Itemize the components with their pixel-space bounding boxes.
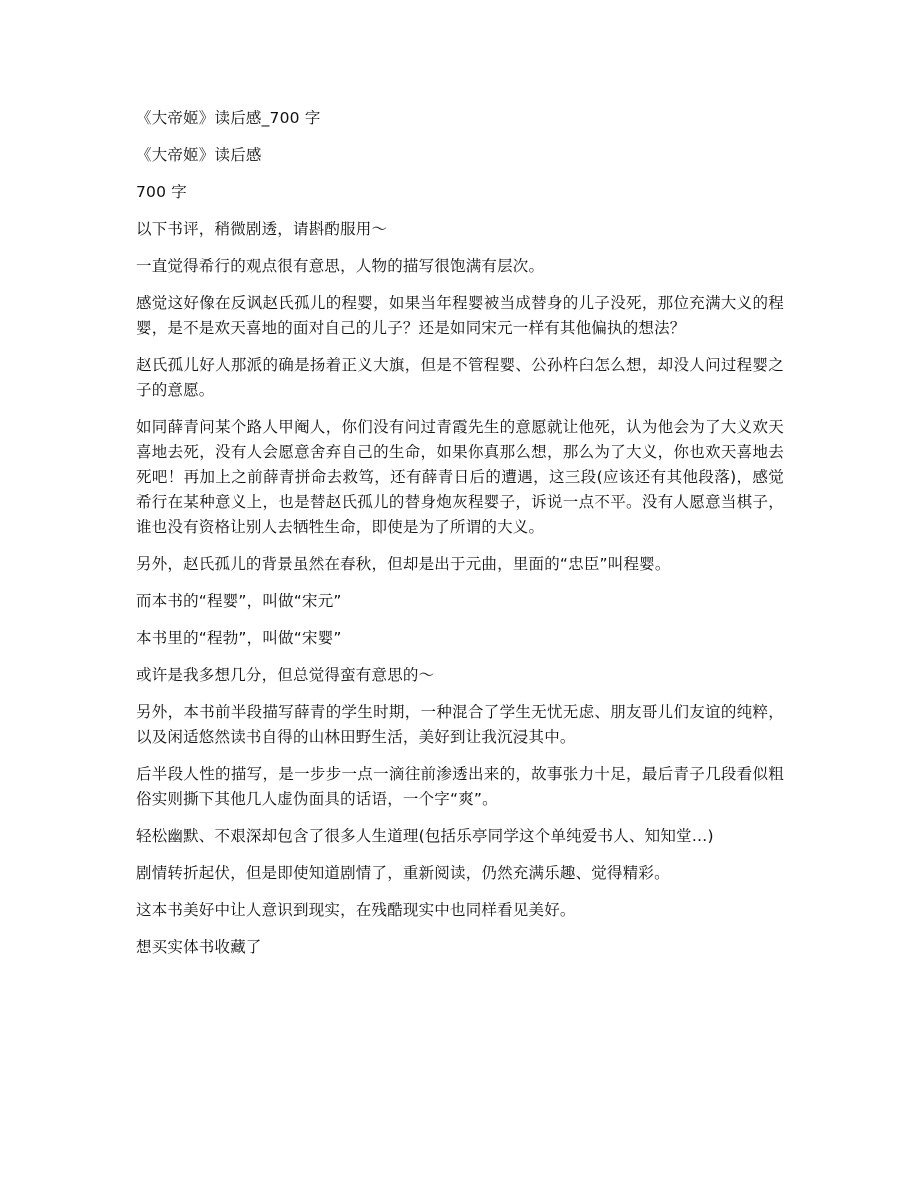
paragraph-righteous-faction: 赵氏孤儿好人那派的确是扬着正义大旗，但是不管程婴、公孙杵臼怎么想，却没人问过程婴之子的意愿。 xyxy=(136,356,784,399)
paragraph-plot: 剧情转折起伏，但是即使知道剧情了，重新阅读，仍然充满乐趣、觉得精彩。 xyxy=(136,864,670,882)
paragraph-author-view: 一直觉得希行的观点很有意思，人物的描写很饱满有层次。 xyxy=(136,257,545,275)
paragraph-beauty: 这本书美好中让人意识到现实，在残酷现实中也同样看见美好。 xyxy=(136,901,576,919)
document-title: 《大帝姬》读后感_700 字 xyxy=(136,109,321,127)
paragraph-humor: 轻松幽默、不艰深却包含了很多人生道理(包括乐亭同学这个单纯爱书人、知知堂…) xyxy=(136,827,714,845)
document-page xyxy=(136,106,784,972)
paragraph-satire: 感觉这好像在反讽赵氏孤儿的程婴，如果当年程婴被当成替身的儿子没死，那位充满大义的程婴，是不是欢天喜地的面对自己的儿子？还是如同宋元一样有其他偏执的想法？ xyxy=(136,294,784,337)
paragraph-chengbo-name: 本书里的“程勃”，叫做“宋婴” xyxy=(136,629,342,647)
paragraph-second-half: 后半段人性的描写，是一步步一点一滴往前渗透出来的，故事张力十足，最后青子几段看似粗俗实则撕下其他几人虚伪面具的话语，一个字“爽”。 xyxy=(136,765,784,808)
word-count: 700 字 xyxy=(136,183,188,201)
paragraph-musing: 或许是我多想几分，但总觉得蛮有意思的～ xyxy=(136,666,435,684)
paragraph-closing: 想买实体书收藏了 xyxy=(136,938,262,956)
paragraph-xueqing-question: 如同薛青问某个路人甲阉人，你们没有问过青霞先生的意愿就让他死，认为他会为了大义欢天喜地去死，没有人会愿意舍弃自己的生命，如果你真那么想，那么为了大义，你也欢天喜地去死吧！再加上之前薛青拼命去救笃，还有薛青日后的遭遇，这三段(应该还有其他段落)，感觉希行在某种意义上，也是替赵氏孤儿的替身炮灰程婴子，诉说一点不平。没有人愿意当棋子，谁也没有资格让别人去牺牲生命，即使是为了所谓的大义。 xyxy=(136,418,784,536)
document-subtitle: 《大帝姬》读后感 xyxy=(136,146,262,164)
paragraph-chengying-name: 而本书的“程婴”，叫做“宋元” xyxy=(136,592,342,610)
paragraph-spoiler-note: 以下书评，稍微剧透，请斟酌服用～ xyxy=(136,220,388,238)
paragraph-background: 另外，赵氏孤儿的背景虽然在春秋，但却是出于元曲，里面的“忠臣”叫程婴。 xyxy=(136,555,671,573)
paragraph-first-half: 另外，本书前半段描写薛青的学生时期，一种混合了学生无忧无虑、朋友哥儿们友谊的纯粹，以及闲适悠然读书自得的山林田野生活，美好到让我沉浸其中。 xyxy=(136,703,784,746)
